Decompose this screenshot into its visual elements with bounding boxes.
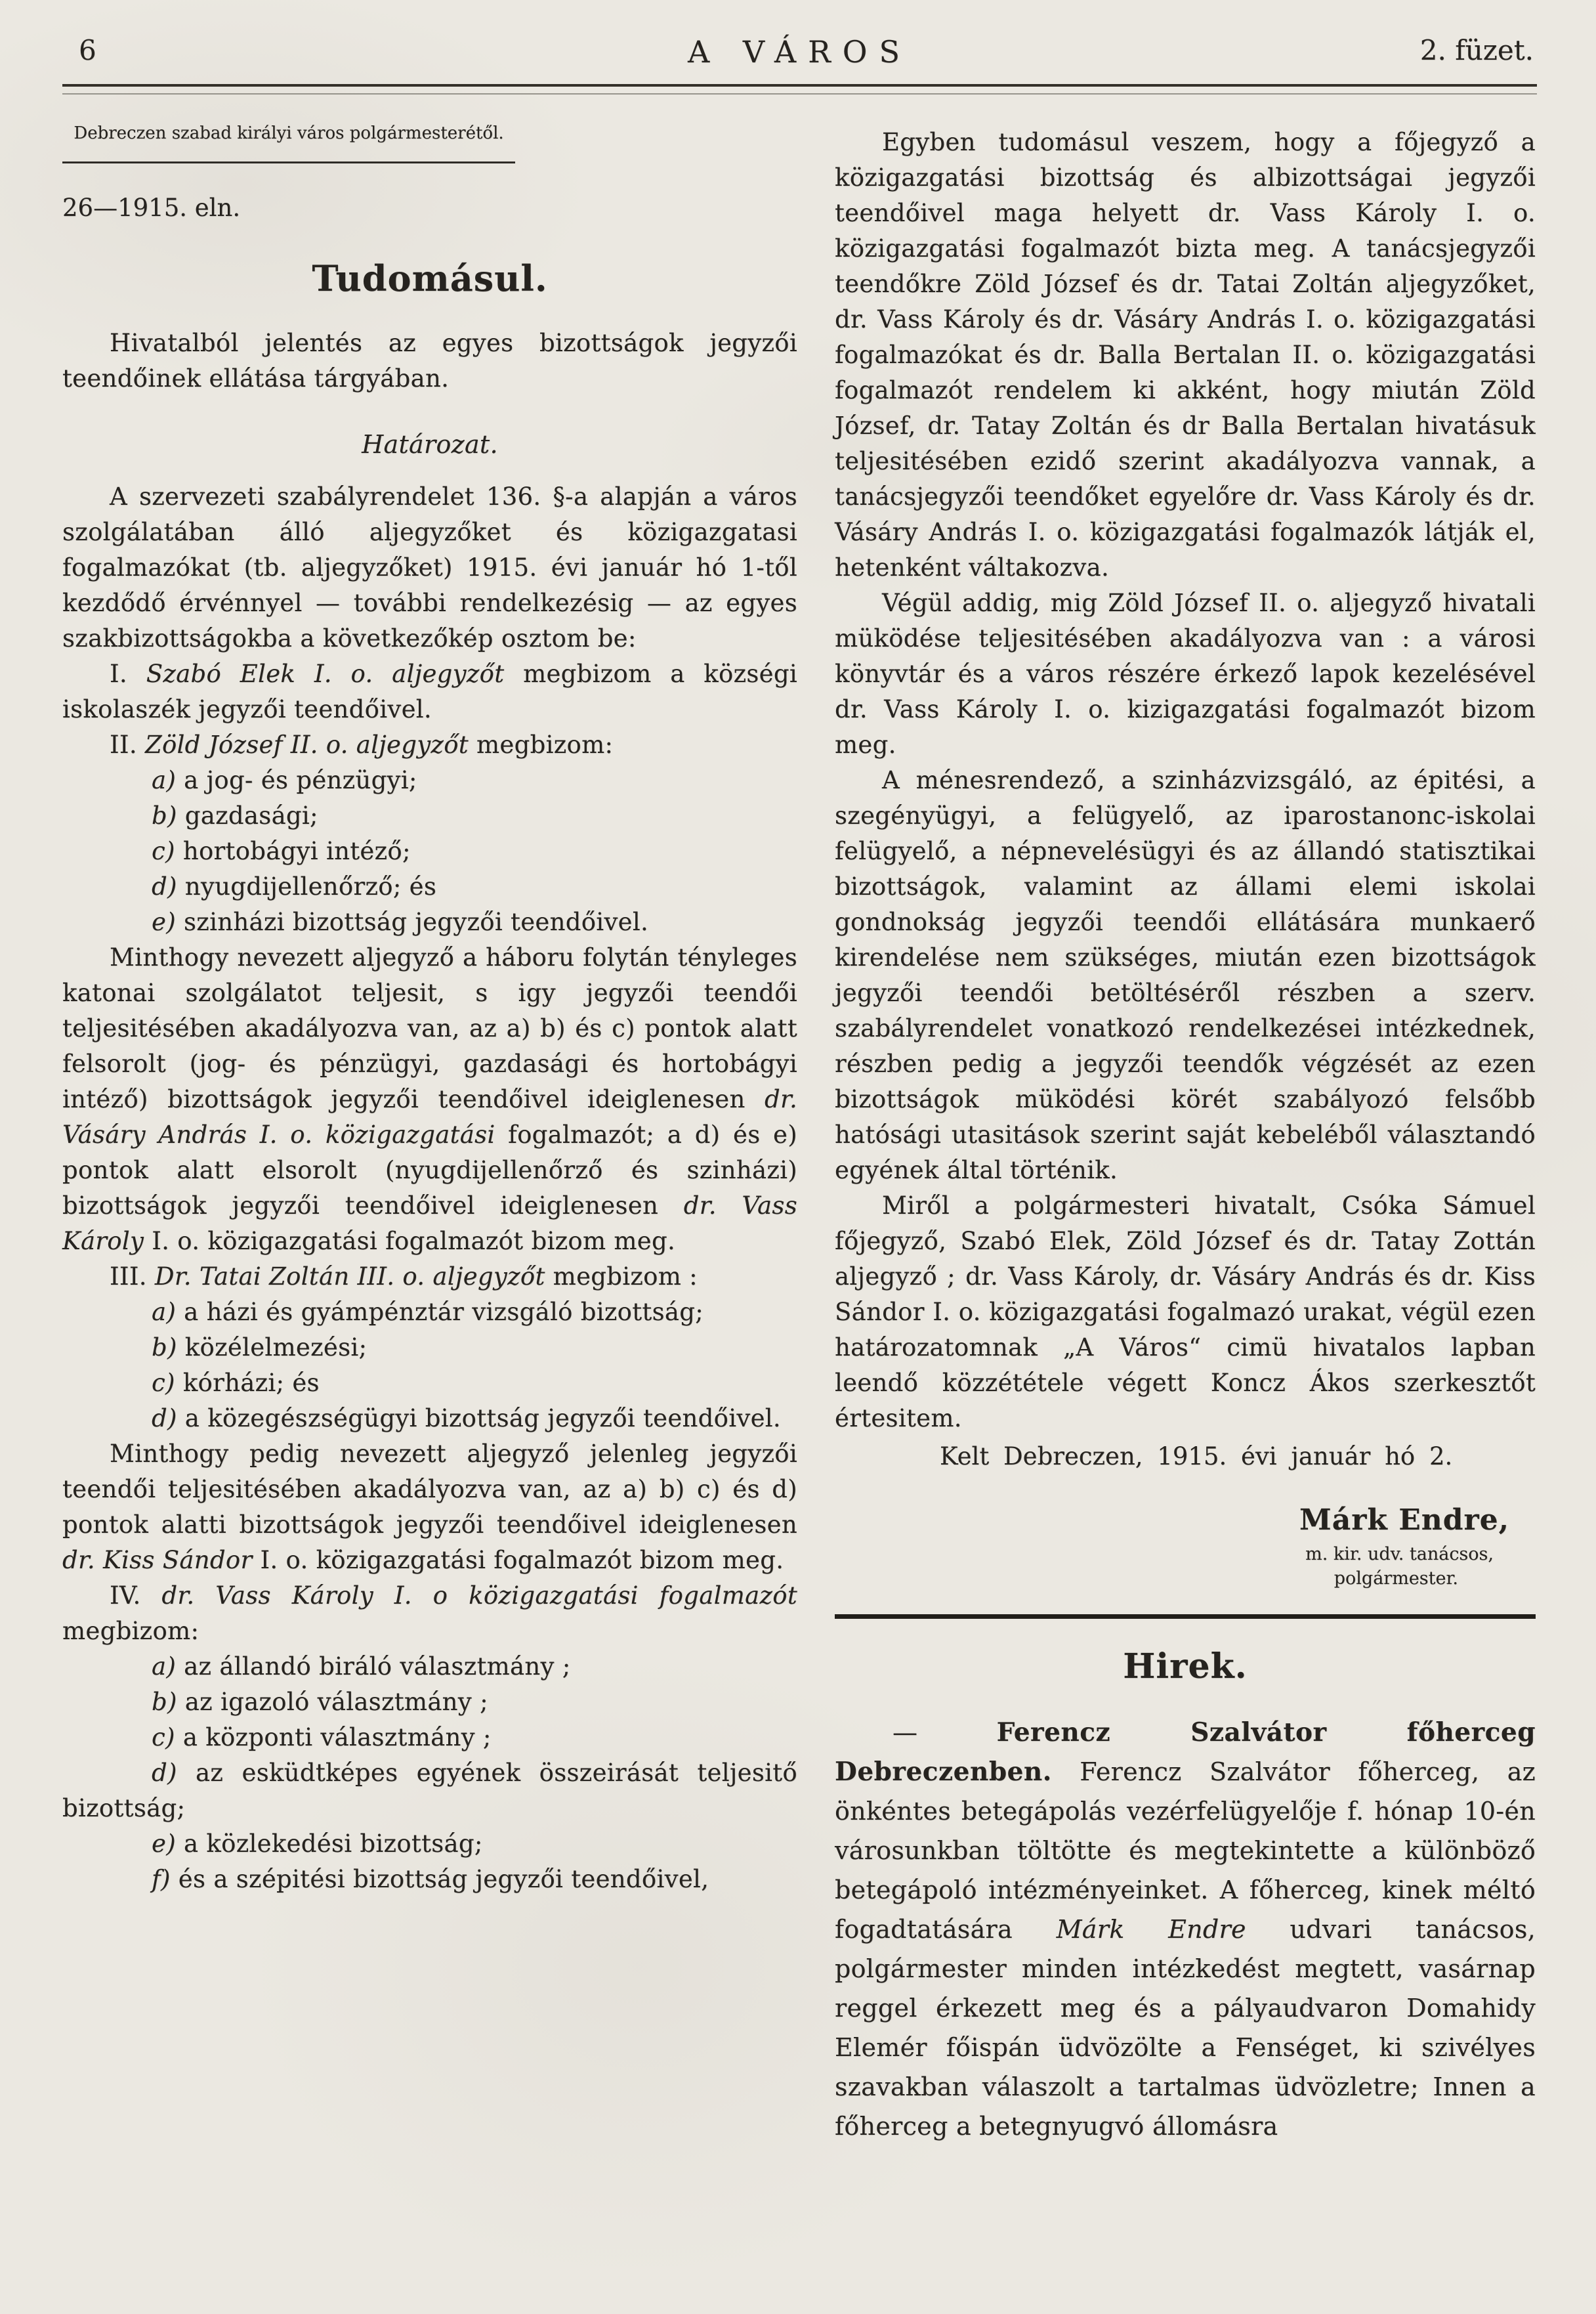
italic-text-run: Szabó Elek I. o. aljegyzőt [146,660,505,688]
text-run: gazdasági; [177,802,318,830]
issue-label: 2. füzet. [1419,34,1534,66]
paragraph [62,1259,797,1295]
list-item [62,1684,797,1720]
paragraph [835,125,1536,586]
text-run: megbizom : [545,1262,698,1291]
notice-title: Tudomásul. [312,257,548,299]
list-item [62,1401,797,1436]
file-number: 26—1915. eln. [62,194,241,222]
text-run: III. [110,1262,155,1291]
italic-text-run: d) [152,872,177,901]
list-item [62,1649,797,1684]
text-run: megbizom: [468,731,614,759]
list-item [62,1720,797,1755]
text-run: Minthogy pedig nevezett aljegyző jelenleg jegyzői teendői teljesitésében akadályozva van, az a) b) c) és d) pontok alatti bizottságok jegyzői teendőivel ideiglenesen [62,1440,797,1539]
text-run: nyugdijellenőrző; és [177,872,437,901]
italic-text-run: a) [152,766,177,794]
text-run: fogalmazót; a d) és e) pontok alatt elsorolt (nyugdijellenőrző és szinházi) bizottságok jegyzői teendőivel ideiglenesen [62,1121,797,1220]
header-rule-thin [62,93,1537,95]
list-item [62,834,797,869]
paragraph [835,1713,1536,2146]
right-column-blocks [835,125,1536,1436]
list-item [62,1330,797,1365]
list-item [62,1365,797,1401]
text-run: Miről a polgármesteri hivatalt, Csóka Sámuel főjegyző, Szabó Elek, Zöld József és dr. Tatay Zottán aljegyző ; dr. Vass Károly, dr. Vásáry András és dr. Kiss Sándor I. o. közigazgatási fogalmazó urakat, végül ezen határozatomnak „A Város“ cimü hivatalos lapban leendő közzététele végett Koncz Ákos szerkesztőt értesitem. [835,1191,1536,1432]
signature-title: m. kir. udv. tanácsos, [1305,1544,1494,1564]
list-item [62,798,797,834]
text-run: A ménesrendező, a szinházvizsgáló, az épitési, a szegényügyi, a felügyelő, az iparostanonc-iskolai felügyelő, a népnevelésügyi és az állandó statisztikai bizottságok, valamint az állami elemi iskolai gondnokság jegyzői teendői ellátására munkaerő kirendelése nem szükséges, miután ezen bizottságok jegyzői teendői betöltéséről részben a szerv. szabályrendelet vonatkozó rendelkezései intézkednek, részben pedig a jegyzői teendők végzését az ezen bizottságok müködési körét szabályozó felsőbb hatósági utasitások szerint saját kebeléből választandó egyének által történik. [835,766,1536,1184]
section-divider-rule [835,1614,1536,1619]
paragraph [835,586,1536,763]
page-header [66,34,1534,74]
text-run: szinházi bizottság jegyzői teendőivel. [175,908,649,936]
masthead: Debreczen szabad királyi város polgármesterétől. [62,112,515,163]
right-column [835,112,1536,2146]
text-run: közélelmezési; [177,1333,368,1361]
italic-text-run: Márk Endre [1056,1915,1246,1944]
italic-text-run: c) [152,837,175,865]
text-run: Hivatalból jelentés az egyes bizottságok jegyzői teendőinek ellátása tárgyában. [62,329,797,393]
text-run: Egyben tudomásul veszem, hogy a főjegyző a közigazgatási bizottság és albizottságai jegyzői teendőivel maga helyett dr. Vass Károly I. o. közigazgatási fogalmazót bizta meg. A tanácsjegyzői teendőkre Zöld József és dr. Tatai Zoltán aljegyzőket, dr. Vass Károly és dr. Vásáry András I. o. közigazgatási fogalmazókat és dr. Balla Bertalan II. o. közigazgatási fogalmazót rendelem ki akként, hogy miután Zöld József, dr. Tatay Zoltán és dr Balla Bertalan hivatásuk teljesitésében ezidő szerint akadályozva vannak, a tanácsjegyzői teendőket egyelőre dr. Vass Károly és dr. Vásáry András I. o. közigazgatási fogalmazók látják el, hetenként váltakozva. [835,128,1536,582]
text-run: Határozat. [362,430,498,459]
list-item [62,905,797,940]
left-column-blocks [62,326,797,1897]
list-item [62,1295,797,1330]
news-blocks [835,1713,1536,2146]
italic-text-run: b) [152,802,177,830]
italic-text-run: Zöld József II. o. aljegyzőt [144,731,469,759]
italic-text-run: e) [152,1830,176,1858]
paragraph [835,763,1536,1188]
italic-text-run: d) [152,1759,177,1787]
journal-title: A VÁROS [687,34,912,70]
text-run: az igazoló választmány ; [177,1688,488,1716]
paragraph [62,1578,797,1649]
text-run: A szervezeti szabályrendelet 136. §-a alapján a város szolgálatában álló aljegyzőket és közigazgatasi fogalmazókat (tb. aljegyzőket) 1915. évi január hó 1-től kezdődő érvénnyel — további rendelkezésig — az egyes szakbizottságokba a következőkép osztom be: [62,482,797,653]
italic-text-run: dr. Kiss Sándor [62,1546,253,1574]
text-run: a közegészségügyi bizottság jegyzői teendőivel. [177,1404,781,1432]
text-run: megbizom a községi iskolaszék jegyzői teendőivel. [62,660,797,723]
list-item [62,1862,797,1897]
text-run: az állandó biráló választmány ; [176,1652,571,1681]
text-run: Minthogy nevezett aljegyző a háboru folytán tényleges katonai szolgálatot teljesit, s igy jegyzői teendői teljesitésében akadályozva van, az a) b) és c) pontok alatt felsorolt (jog- és pénzügyi, gazdasági és hortobágyi intéző) bizottságok jegyzői teendőivel ideiglenesen [62,943,797,1113]
header-rule-thick [62,84,1537,87]
text-run: — [892,1718,997,1747]
paragraph [62,479,797,656]
italic-text-run: f) [152,1865,171,1893]
signature-role: polgármester. [1334,1568,1458,1589]
paragraph [62,656,797,727]
text-run: I. [110,660,146,688]
italic-text-run: c) [152,1723,175,1751]
text-run: az esküdtképes egyének összeirását teljesitő bizottság; [62,1759,797,1822]
paragraph [62,940,797,1259]
text-run: a központi választmány ; [175,1723,492,1751]
text-run: hortobágyi intéző; [175,837,411,865]
paragraph [62,326,797,396]
italic-text-run: Dr. Tatai Zoltán III. o. aljegyzőt [154,1262,545,1291]
left-column [62,112,797,1897]
text-run: Végül addig, mig Zöld József II. o. aljegyző hivatali müködése teljesitésében akadályozva van : a városi könyvtár és a város részére érkező lapok kezelésével dr. Vass Károly I. o. kizigazgatási fogalmazót bizom meg. [835,589,1536,759]
text-run: és a szépitési bizottság jegyzői teendőivel, [170,1865,709,1893]
italic-text-run: b) [152,1688,177,1716]
text-run: II. [110,731,145,759]
italic-text-run: e) [152,908,176,936]
list-item [62,1755,797,1826]
paragraph [62,727,797,763]
list-item [62,1826,797,1862]
decision-heading [62,427,797,462]
text-run: a házi és gyámpénztár vizsgáló bizottság; [176,1298,704,1326]
text-run: megbizom: [62,1617,200,1645]
text-run: a jog- és pénzügyi; [176,766,417,794]
list-item [62,869,797,905]
text-run: Ferencz Szalvátor főherceg, az önkéntes betegápolás vezérfelügyelője f. hónap 10-én városunkban töltötte és megtekintette a különböző betegápoló intézményeinket. A főherceg, kinek méltó fogadtatására [835,1757,1536,1944]
signature-block [835,1503,1536,1591]
paragraph [62,1436,797,1578]
bold-text-run: Ferencz Szalvátor főherceg Debreczenben. [835,1717,1536,1787]
text-run: kórházi; és [175,1369,320,1397]
news-section-title: Hirek. [1123,1646,1248,1686]
paragraph [835,1188,1536,1436]
italic-text-run: c) [152,1369,175,1397]
italic-text-run: dr. Vass Károly I. o közigazgatási fogalmazót [161,1581,797,1610]
italic-text-run: dr. Vásáry András I. o. közigazgatási [62,1085,797,1149]
list-item [62,763,797,798]
page-number: 6 [79,34,96,66]
dateline: Kelt Debreczen, 1915. évi január hó 2. [940,1442,1453,1470]
italic-text-run: dr. Vass Károly [62,1191,797,1255]
text-run: I. o. közigazgatási fogalmazót bizom meg. [252,1546,784,1574]
italic-text-run: a) [152,1652,177,1681]
text-run: I. o. közigazgatási fogalmazót bizom meg. [144,1227,676,1255]
text-run: a közlekedési bizottság; [175,1830,483,1858]
text-run: udvari tanácsos, polgármester minden intézkedést megtett, vasárnap reggel érkezett meg és a pályaudvaron Domahidy Elemér főispán üdvözölte a Fenséget, ki szivélyes szavakban válaszolt a tartalmas üdvözletre; Innen a főherceg a betegnyugvó állomásra [835,1915,1536,2141]
italic-text-run: d) [152,1404,177,1432]
italic-text-run: b) [152,1333,177,1361]
italic-text-run: a) [152,1298,177,1326]
signature-name: Márk Endre, [1299,1503,1509,1537]
text-run: IV. [110,1581,162,1610]
